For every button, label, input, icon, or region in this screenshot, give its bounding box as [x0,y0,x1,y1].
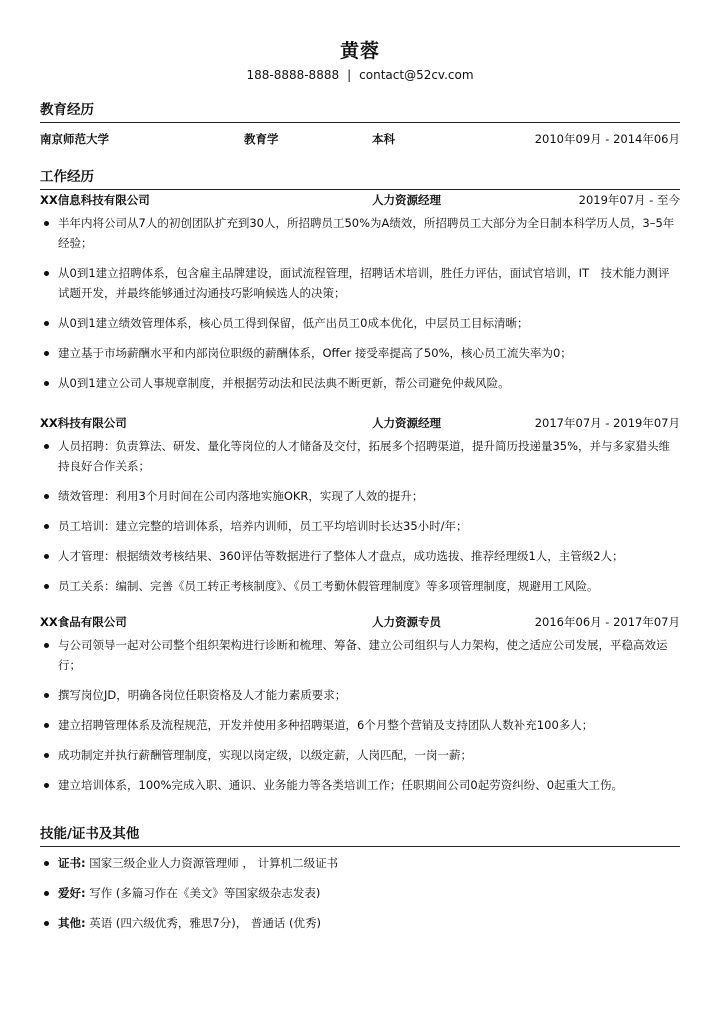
education-section [40,98,680,148]
work-title: 工作经历 [40,165,680,190]
phone-number: 188-8888-8888 [246,68,340,82]
job-bullets [40,635,680,795]
job-company: XX信息科技有限公司 [40,193,150,207]
list-item: 人才管理：根据绩效考核结果、360评估等数据进行了整体人才盘点，成功选拔、推荐经理级1人，主管级2人； [40,546,680,566]
list-item [40,913,680,933]
education-entry [40,130,680,148]
list-item: 员工培训：建立完整的培训体系，培养内训师，员工平均培训时长达35小时/年； [40,516,680,536]
job-entry [40,414,680,606]
list-item: 建立招聘管理体系及流程规范，开发并使用多种招聘渠道，6个月整个营销及支持团队人数补充100多人； [40,715,680,735]
skill-value: 写作 (多篇习作在《美文》等国家级杂志发表) [85,886,321,900]
job-bullets [40,436,680,596]
job-position: 人力资源专员 [372,615,441,629]
list-item: 员工关系：编制、完善《员工转正考核制度》、《员工考勤休假管理制度》等多项管理制度，规避用工风险。 [40,576,680,596]
job-entry [40,613,680,805]
edu-major: 教育学 [244,132,279,146]
resume-name: 黄蓉 [339,40,380,62]
skill-value: 国家三级企业人力资源管理师 ， 计算机二级证书 [85,856,339,870]
job-position: 人力资源经理 [372,416,441,430]
education-title: 教育经历 [40,98,680,123]
skill-key: 爱好: [58,886,86,900]
list-item: 从0到1建立招聘体系，包含雇主品牌建设，面试流程管理，招聘话术培训，胜任力评估，面试官培训，IT 技术能力测评试题开发，并最终能够通过沟通技巧影响候选人的决策； [40,263,680,303]
skills-section [40,822,680,943]
skill-key: 证书: [58,856,86,870]
list-item: 从0到1建立绩效管理体系，核心员工得到保留，低产出员工0成本优化，中层员工目标清晰； [40,313,680,333]
job-header [40,191,680,209]
list-item [40,883,680,903]
list-item [40,853,680,873]
job-company: XX科技有限公司 [40,416,127,430]
edu-date: 2010年09月 - 2014年06月 [534,132,680,146]
list-item: 从0到1建立公司人事规章制度，并根据劳动法和民法典不断更新，帮公司避免仲裁风险。 [40,373,680,393]
list-item: 撰写岗位JD，明确各岗位任职资格及人才能力素质要求； [40,685,680,705]
list-item: 半年内将公司从7人的初创团队扩充到30人，所招聘员工50%为A绩效，所招聘员工大部分为全日制本科学历人员，3–5年经验； [40,213,680,253]
job-date: 2016年06月 - 2017年07月 [534,615,680,629]
edu-degree: 本科 [372,132,395,146]
list-item: 与公司领导一起对公司整个组织架构进行诊断和梳理、筹备、建立公司组织与人力架构，使之适应公司发展，平稳高效运行； [40,635,680,675]
list-item: 建立培训体系，100%完成入职、通识、业务能力等各类培训工作；任职期间公司0起劳资纠纷、0起重大工伤。 [40,775,680,795]
job-bullets [40,213,680,393]
job-entry [40,191,680,403]
contact-separator: | [347,68,352,82]
skills-list [40,853,680,933]
list-item: 人员招聘：负责算法、研发、量化等岗位的人才储备及交付，拓展多个招聘渠道，提升简历投递量35%，并与多家猎头维持良好合作关系； [40,436,680,476]
email-address: contact@52cv.com [359,68,474,82]
job-header [40,414,680,432]
list-item: 建立基于市场薪酬水平和内部岗位职级的薪酬体系，Offer 接受率提高了50%，核心员工流失率为0； [40,343,680,363]
skill-value: 英语 (四六级优秀，雅思7分)， 普通话 (优秀) [85,916,321,930]
list-item: 成功制定并执行薪酬管理制度，实现以岗定级，以级定薪，人岗匹配，一岗一薪； [40,745,680,765]
skills-title: 技能/证书及其他 [40,822,680,847]
edu-school: 南京师范大学 [40,132,109,146]
job-header [40,613,680,631]
work-section [40,165,680,190]
job-date: 2017年07月 - 2019年07月 [534,416,680,430]
job-company: XX食品有限公司 [40,615,127,629]
contact-line [0,68,720,82]
skill-key: 其他: [58,916,86,930]
job-position: 人力资源经理 [372,193,441,207]
list-item: 绩效管理：利用3个月时间在公司内落地实施OKR，实现了人效的提升； [40,486,680,506]
job-date: 2019年07月 - 至今 [578,193,680,207]
